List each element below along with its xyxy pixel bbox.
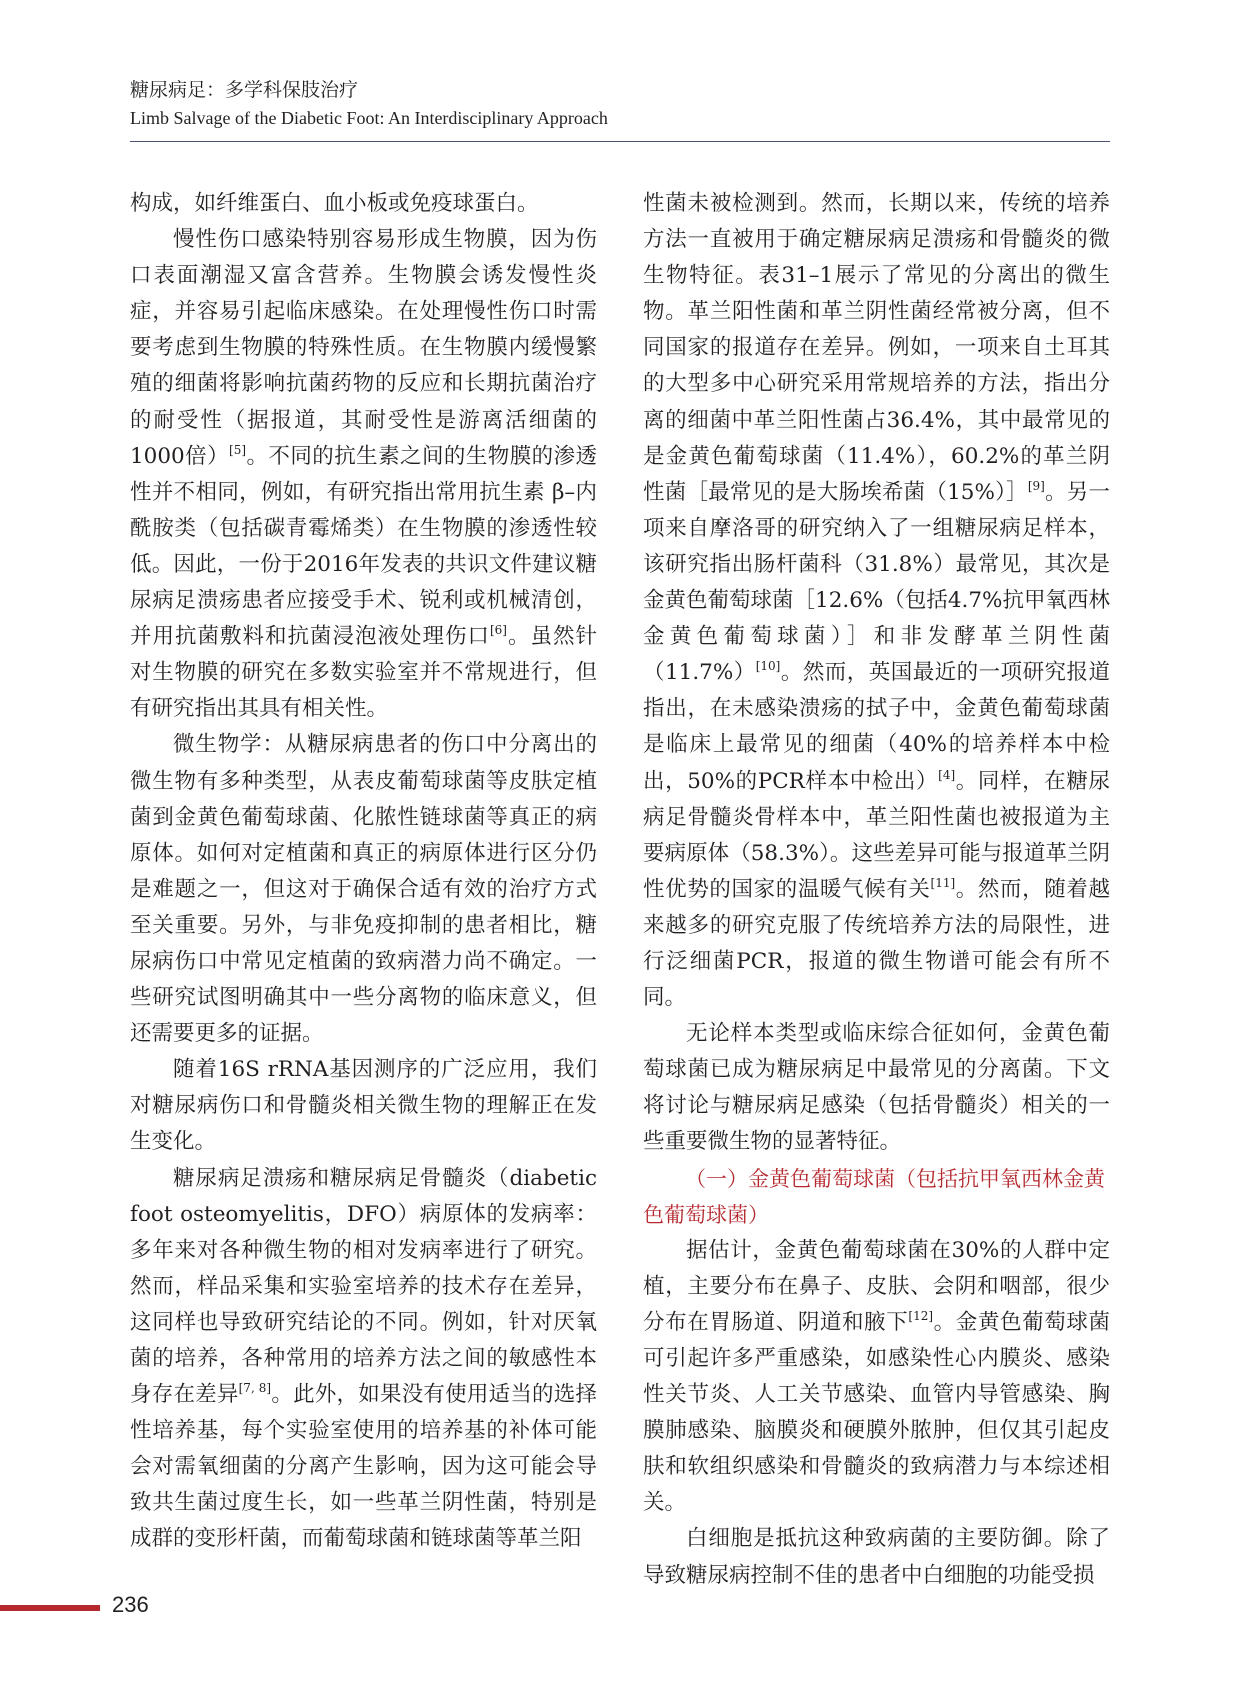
header-divider bbox=[130, 141, 1110, 142]
citation: [7, 8] bbox=[238, 1381, 272, 1396]
citation: [10] bbox=[755, 659, 781, 674]
citation: [4] bbox=[938, 767, 956, 782]
section-heading: （一）金黄色葡萄球菌（包括抗甲氧西林金黄色葡萄球菌） bbox=[643, 1166, 1105, 1227]
running-header bbox=[130, 76, 1110, 132]
citation: [11] bbox=[930, 875, 956, 890]
paragraph-biofilm: 慢性伤口感染特别容易形成生物膜，因为伤口表面潮湿又富含营养。生物膜会诱发慢性炎症，并容易引起临床感染。在处理慢性伤口时需要考虑到生物膜的特殊性质。在生物膜内缓慢繁殖的细菌将影响抗菌药物的反应和长期抗菌治疗的耐受性（据报道，其耐受性是游离活细菌的1000倍）[5]。不同的抗生素之间的生物膜的渗透性并不相同，例如，有研究指出常用抗生素 β–内酰胺类（包括碳青霉烯类）在生物膜的渗透性较低。因此，一份于2016年发表的共识文件建议糖尿病足溃疡患者应接受手术、锐利或机械清创，并用抗菌敷料和抗菌浸泡液处理伤口[6]。虽然针对生物膜的研究在多数实验室并不常规进行，但有研究指出其具有相关性。 bbox=[130, 227, 597, 722]
paragraph: 构成，如纤维蛋白、血小板或免疫球蛋白。 bbox=[130, 191, 539, 216]
paragraph-staph-colonization: 据估计，金黄色葡萄球菌在30%的人群中定植，主要分布在鼻子、皮肤、会阴和咽部，很少分布在胃肠道、阴道和腋下[12]。金黄色葡萄球菌可引起许多严重感染，如感染性心内膜炎、感染性关节炎、人工关节感染、血管内导管感染、胸膜肺感染、脑膜炎和硬膜外脓肿，但仅其引起皮肤和软组织感染和骨髓炎的致病潜力与本综述相关。 bbox=[643, 1237, 1110, 1516]
book-title-chinese: 糖尿病足：多学科保肢治疗 bbox=[130, 79, 359, 101]
book-title-english: Limb Salvage of the Diabetic Foot: An Interdisciplinary Approach bbox=[130, 108, 608, 128]
paragraph-staph-summary: 无论样本类型或临床综合征如何，金黄色葡萄球菌已成为糖尿病足中最常见的分离菌。下文将讨论与糖尿病足感染（包括骨髓炎）相关的一些重要微生物的显著特征。 bbox=[643, 1021, 1110, 1155]
page-number: 236 bbox=[112, 1592, 149, 1617]
right-column bbox=[643, 186, 1110, 1594]
paragraph-incidence: 糖尿病足溃疡和糖尿病足骨髓炎（diabetic foot osteomyelitis，DFO）病原体的发病率：多年来对各种微生物的相对发病率进行了研究。然而，样品采集和实验室培养的技术存在差异，这同样也导致研究结论的不同。例如，针对厌氧菌的培养，各种常用的培养方法之间的敏感性本身存在差异[7, 8]。此外，如果没有使用适当的选择性培养基，每个实验室使用的培养基的补体可能会对需氧细菌的分离产生影响，因为这可能会导致共生菌过度生长，如一些革兰阴性菌，特别是成群的变形杆菌，而葡萄球菌和链球菌等革兰阳 bbox=[130, 1165, 597, 1552]
footer-accent-bar bbox=[0, 1605, 100, 1611]
paragraph-leukocytes: 白细胞是抵抗这种致病菌的主要防御。除了导致糖尿病控制不佳的患者中白细胞的功能受损 bbox=[643, 1526, 1110, 1588]
citation: [6] bbox=[489, 623, 507, 638]
citation: [5] bbox=[229, 442, 247, 457]
paragraph-microbiology: 微生物学：从糖尿病患者的伤口中分离出的微生物有多种类型，从表皮葡萄球菌等皮肤定植菌到金黄色葡萄球菌、化脓性链球菌等真正的病原体。如何对定植菌和真正的病原体进行区分仍是难题之一，但这对于确保合适有效的治疗方式至关重要。另外，与非免疫抑制的患者相比，糖尿病伤口中常见定植菌的致病潜力尚不确定。一些研究试图明确其中一些分离物的临床意义，但还需要更多的证据。 bbox=[130, 732, 597, 1047]
paragraph-16s-rrna: 随着16S rRNA基因测序的广泛应用，我们对糖尿病伤口和骨髓炎相关微生物的理解正在发生变化。 bbox=[130, 1057, 597, 1155]
citation: [9] bbox=[1027, 478, 1045, 493]
paragraph-continued: 性菌未被检测到。然而，长期以来，传统的培养方法一直被用于确定糖尿病足溃疡和骨髓炎的微生物特征。表31–1展示了常见的分离出的微生物。革兰阳性菌和革兰阴性菌经常被分离，但不同国家的报道存在差异。例如，一项来自土耳其的大型多中心研究采用常规培养的方法，指出分离的细菌中革兰阳性菌占36.4%，其中最常见的是金黄色葡萄球菌（11.4%），60.2%的革兰阴性菌［最常见的是大肠埃希菌（15%）］[9]。另一项来自摩洛哥的研究纳入了一组糖尿病足样本，该研究指出肠杆菌科（31.8%）最常见，其次是金黄色葡萄球菌［12.6%（包括4.7%抗甲氧西林金黄色葡萄球菌）］和非发酵革兰阴性菌（11.7%）[10]。然而，英国最近的一项研究报道指出，在未感染溃疡的拭子中，金黄色葡萄球菌是临床上最常见的细菌（40%的培养样本中检出，50%的PCR样本中检出）[4]。同样，在糖尿病足骨髓炎骨样本中，革兰阳性菌也被报道为主要病原体（58.3%）。这些差异可能与报道革兰阴性优势的国家的温暖气候有关[11]。然而，随着越来越多的研究克服了传统培养方法的局限性，进行泛细菌PCR，报道的微生物谱可能会有所不同。 bbox=[643, 191, 1110, 1011]
citation: [12] bbox=[908, 1308, 934, 1323]
left-column bbox=[130, 186, 597, 1558]
